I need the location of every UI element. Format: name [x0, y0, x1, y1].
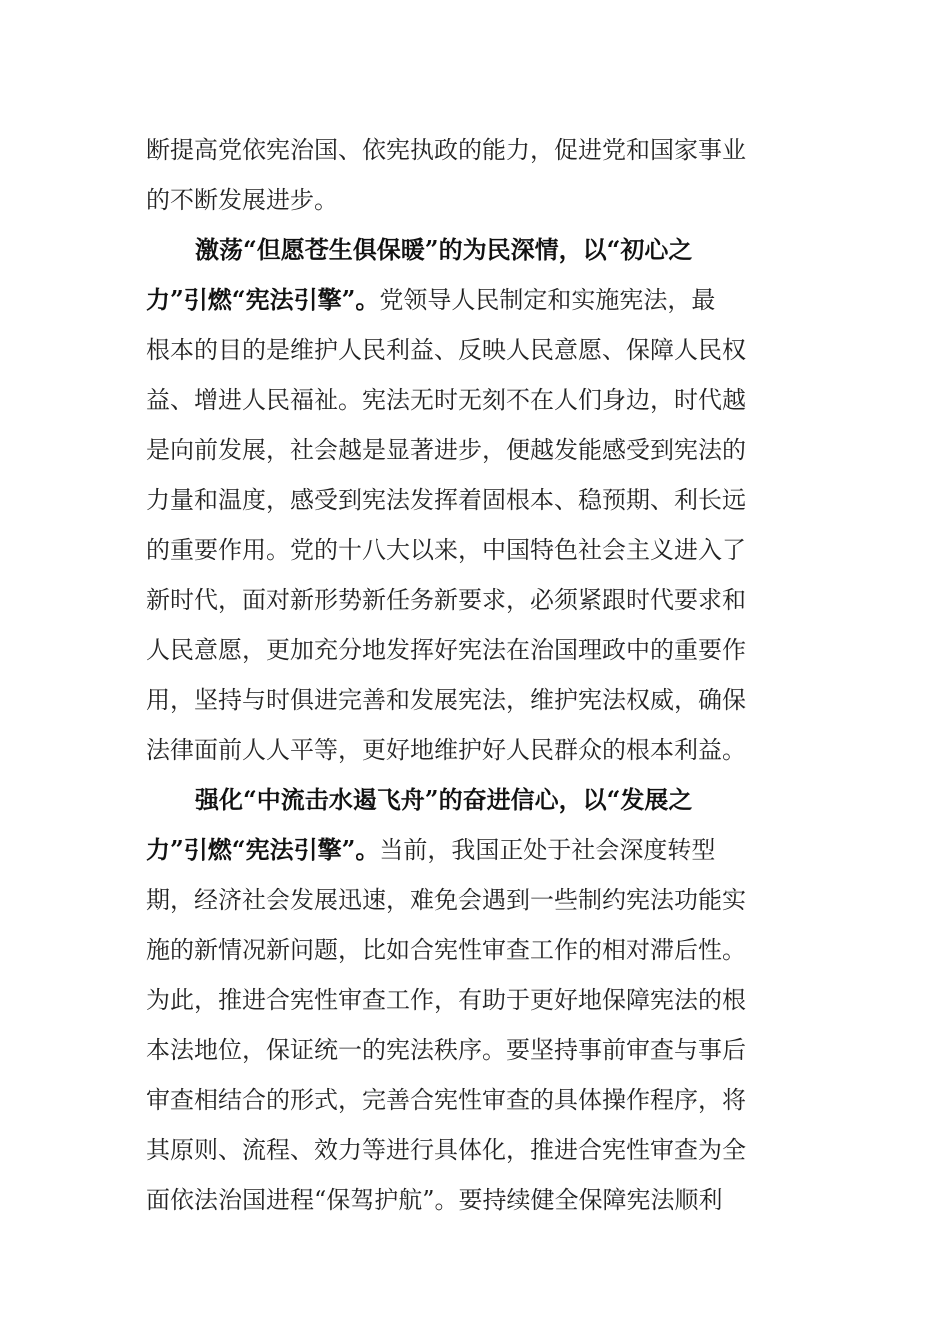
section-heading: 力”引燃“宪法引擎”。 — [146, 285, 380, 314]
text-span: 当前，我国正处于社会深度转型 — [379, 836, 716, 864]
text-line: 期，经济社会发展迅速，难免会遇到一些制约宪法功能实 — [146, 886, 746, 914]
text-line: 面依法治国进程“保驾护航”。要持续健全保障宪法顺利 — [146, 1186, 723, 1214]
section-heading: 强化“中流击水遏飞舟”的奋进信心，以“发展之 — [195, 785, 693, 814]
text-line: 断提高党依宪治国、依宪执政的能力，促进党和国家事业 — [146, 136, 746, 164]
text-line: 人民意愿，更加充分地发挥好宪法在治国理政中的重要作 — [146, 636, 746, 664]
text-line: 新时代，面对新形势新任务新要求，必须紧跟时代要求和 — [146, 586, 746, 614]
text-line: 施的新情况新问题，比如合宪性审查工作的相对滞后性。 — [146, 936, 746, 964]
text-line: 力量和温度，感受到宪法发挥着固根本、稳预期、利长远 — [146, 486, 746, 514]
section-heading: 激荡“但愿苍生俱保暖”的为民深情，以“初心之 — [195, 235, 693, 264]
text-line: 审查相结合的形式，完善合宪性审查的具体操作程序，将 — [146, 1086, 746, 1114]
text-line: 用，坚持与时俱进完善和发展宪法，维护宪法权威，确保 — [146, 686, 746, 714]
text-line: 根本的目的是维护人民利益、反映人民意愿、保障人民权 — [146, 336, 746, 364]
text-line: 法律面前人人平等，更好地维护好人民群众的根本利益。 — [146, 736, 746, 764]
text-line: 的不断发展进步。 — [146, 186, 338, 214]
text-line: 是向前发展，社会越是显著进步，便越发能感受到宪法的 — [146, 436, 746, 464]
text-line: 其原则、流程、效力等进行具体化，推进合宪性审查为全 — [146, 1136, 746, 1164]
text-line: 为此，推进合宪性审查工作，有助于更好地保障宪法的根 — [146, 986, 746, 1014]
text-line — [146, 275, 715, 325]
text-line: 益、增进人民福祉。宪法无时无刻不在人们身边，时代越 — [146, 386, 746, 414]
section-heading: 力”引燃“宪法引擎”。 — [146, 835, 380, 864]
text-line — [146, 825, 715, 875]
text-span: 党领导人民制定和实施宪法，最 — [379, 286, 716, 314]
text-line: 本法地位，保证统一的宪法秩序。要坚持事前审查与事后 — [146, 1036, 746, 1064]
text-line: 的重要作用。党的十八大以来，中国特色社会主义进入了 — [146, 536, 746, 564]
